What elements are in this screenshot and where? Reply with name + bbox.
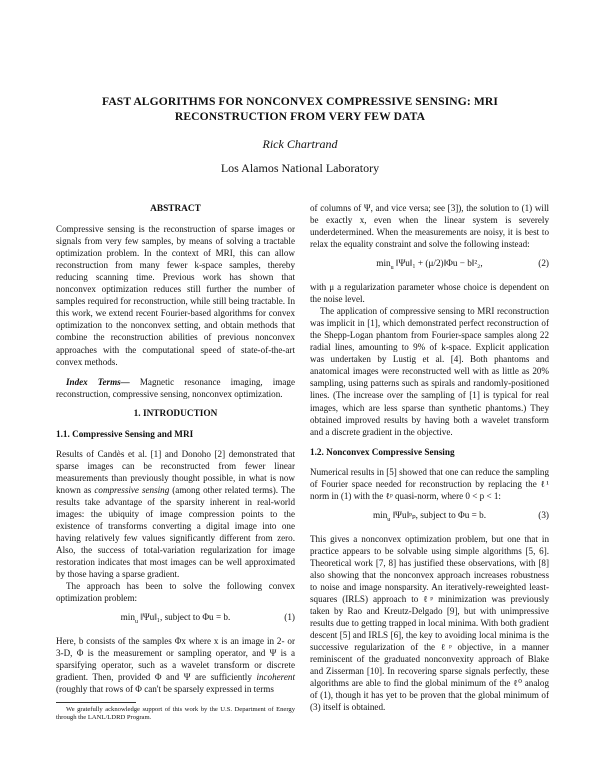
emphasis-incoherent: incoherent [256, 672, 295, 683]
index-terms-text: Magnetic resonance imaging, image reconstruction, compressive sensing, nonconvex optimization. [56, 376, 295, 399]
intro-paragraph-3: Here, b consists of the samples Φx where x is an image in 2- or 3-D, Φ is the measurement or sampling operator, and Ψ is a sparsifying operator, such as a wavelet transform or discrete gradient. Then, provided Φ and Ψ are sufficiently incoherent (roughly that rows of Φ can't be sparsely expressed in terms [56, 636, 295, 695]
equation-2: $\min_u$ ‖Ψu‖₁ + (μ/2)‖Φu − b‖²₂, (2) [376, 258, 549, 272]
equation-3: $\min_u$ ‖Ψu‖ᵖₚ, subject to Φu = b. (3) [373, 509, 549, 523]
right-paragraph-2: with μ a regularization parameter whose choice is dependent on the noise level. [310, 282, 549, 305]
right-paragraph-4: Numerical results in [5] showed that one can reduce the sampling of Fourier space needed for reconstruction by replacing the ℓ¹ norm in (1) with the ℓᵖ quasi-norm, where 0 < p < 1: [310, 466, 549, 501]
footnote: We gratefully acknowledge support of this work by the U.S. Department of Energy through the LANL/LDRD Program. [56, 705, 295, 721]
emphasis-compressive-sensing: compressive sensing [94, 484, 170, 495]
equation-1: $\min_u$ ‖Ψu‖₁, subject to Φu = b. (1) [120, 612, 295, 626]
abstract-text: Compressive sensing is the reconstruction of sparse images or signals from very few samples, by means of solving a tractable optimization problem. In the context of MRI, this can allow reconstruction from many fewer k-space samples, thereby reducing scanning time. Previous work has shown that nonconvex optimization reduces still further the number of samples required for reconstruction, while still being tractable. In this work, we extend recent Fourier-based algorithms for convex optimization to the nonconvex setting, and obtain methods that combine the reconstruction abilities of previous nonconvex approaches with the computational speed of state-of-the-art convex methods. [56, 224, 295, 367]
equation-1-number: (1) [284, 612, 295, 623]
paper-title [60, 94, 540, 124]
equation-2-number: (2) [538, 258, 549, 269]
footnote-rule [56, 702, 136, 703]
index-terms [56, 376, 295, 400]
author: Rick Chartrand [262, 137, 338, 151]
left-column [56, 203, 295, 722]
subsection-heading-1-1: 1.1. Compressive Sensing and MRI [56, 428, 194, 439]
index-terms-label: Index Terms— [66, 376, 130, 387]
subsection-heading-1-2: 1.2. Nonconvex Compressive Sensing [310, 446, 455, 457]
affiliation: Los Alamos National Laboratory [220, 161, 380, 175]
intro-paragraph-1: Results of Candès et al. [1] and Donoho [2] demonstrated that sparse images can be reconstructed from fewer linear measurements than previously thought possible, in what is now known as compressive sensing (among other related terms). The results take advantage of the sparsity inherent in real-world images: the ubiquity of image compression points to the existence of transforms converting a digital image into one having relatively few values significantly different from zero. Also, the success of total-variation regularization for image restoration indicates that most images can be well approximated by those having a sparse gradient. [56, 448, 295, 580]
title-line-1: FAST ALGORITHMS FOR NONCONVEX COMPRESSIVE SENSING: MRI [102, 95, 498, 108]
intro-paragraph-2: The approach has been to solve the following convex optimization problem: [56, 581, 295, 604]
right-paragraph-1: of columns of Ψ, and vice versa; see [3]), the solution to (1) will be exactly x, even when the linear system is severely underdetermined. When the measurements are noisy, it is best to relax the equality constraint and solve the following instead: [310, 203, 549, 250]
intro-heading: 1. INTRODUCTION [133, 408, 218, 419]
title-line-2: RECONSTRUCTION FROM VERY FEW DATA [174, 110, 426, 123]
right-paragraph-5: This gives a nonconvex optimization problem, but one that in practice appears to be solvable using simple algorithms [5, 6]. Theoretical work [7, 8] has justified these observations, with [8] also showing that the nonconvex approach increases robustness to noise and image nonsparsity. An iteratively-reweighted least-squares (IRLS) approach to ℓᵖ minimization was previously taken by Rao and Kreutz-Delgado [9], but with unimpressive results due to getting trapped in local minima. With both gradient descent [5] and IRLS [6], the key to avoiding local minima is the successive regularization of the ℓᵖ objective, in a manner reminiscent of the graduated nonconvexity approach of Blake and Zisserman [10]. In recovering sparse signals perfectly, these algorithms are able to find the global minimum of the ℓ⁰ analog of (1), though it has yet to be proven that the global minimum of (3) itself is obtained. [310, 533, 549, 713]
equation-3-number: (3) [538, 509, 549, 520]
abstract-heading: ABSTRACT [150, 204, 201, 214]
right-paragraph-3: The application of compressive sensing to MRI reconstruction was implicit in [1], which demonstrated perfect reconstruction of the Shepp-Logan phantom from Fourier-space samples along 22 radial lines, amounting to 9% of k-space. Explicit application was undertaken by Lustig et al. [4]. Both phantoms and anatomical images were reconstructed well with as little as 20% sampling, using patterns such as spirals and randomly-positioned lines. (The increase over the sampling of [1] is typical for real images, which are less sparse than synthetic phantoms.) They obtained improved results by having both a wavelet transform and a discrete gradient in the objective. [310, 306, 549, 437]
right-column [310, 202, 549, 713]
